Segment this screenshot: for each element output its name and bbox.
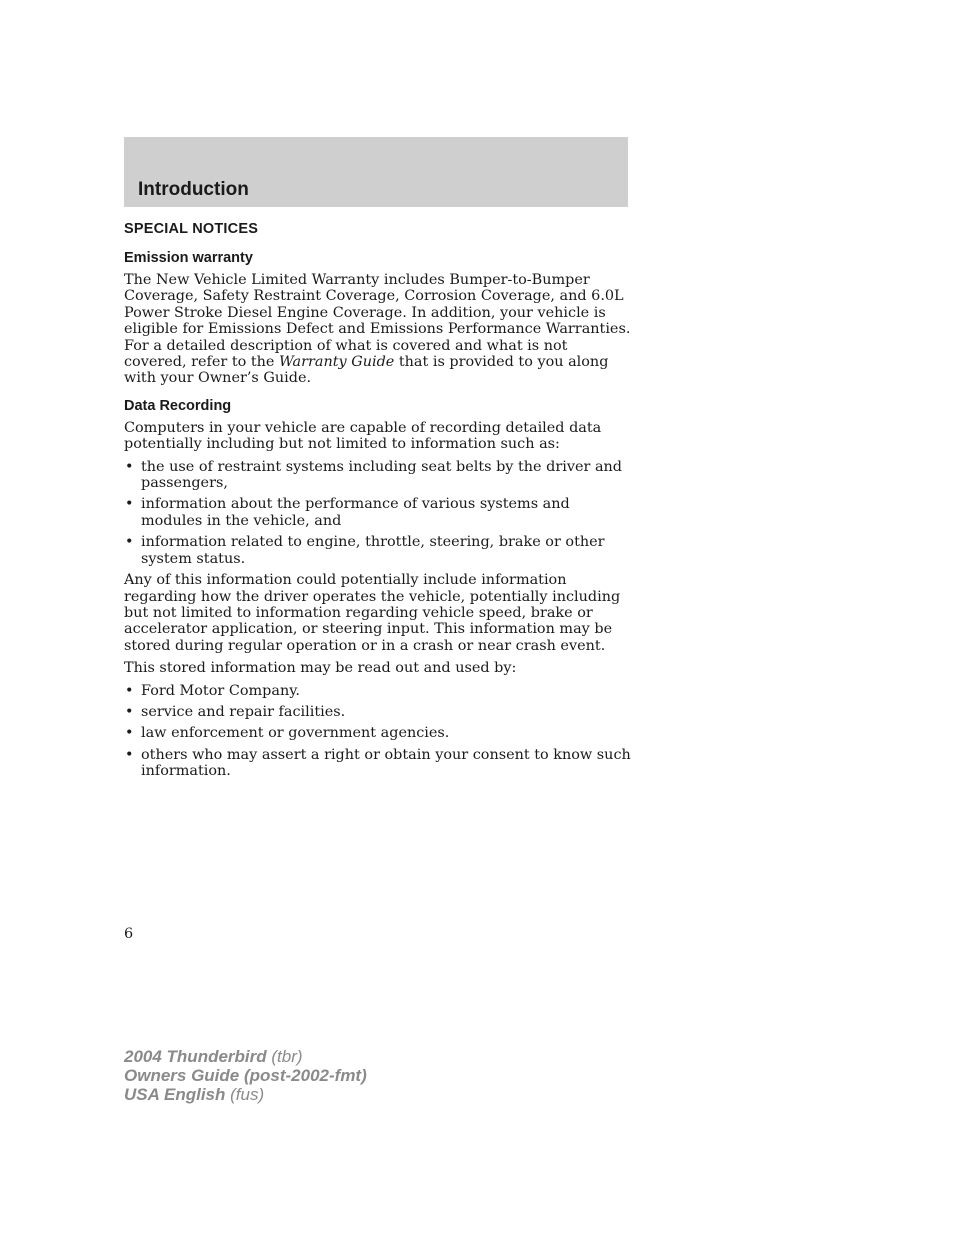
page-number: 6 [124, 926, 134, 942]
list-item: • others who may assert a right or obtain your consent to know such information. [124, 747, 634, 780]
list-item: • Ford Motor Company. [124, 683, 634, 699]
data-recording-paragraph: Any of this information could potentially include information regarding how the driver operates the vehicle, potentially including but not limited to information regarding vehicle speed, brake or accelerator application, or steering input. This information may be stored during regular operation or in a crash or near crash event. [124, 572, 621, 654]
chapter-title: Introduction [138, 179, 249, 200]
footer-model-code: (tbr) [266, 1047, 303, 1066]
list-item: • service and repair facilities. [124, 704, 634, 720]
list-item: • information about the performance of various systems and modules in the vehicle, and [124, 496, 634, 529]
footer-line-1 [124, 1047, 367, 1066]
emission-warranty-paragraph [124, 272, 634, 387]
list-item: • information related to engine, throttle, steering, brake or other system status. [124, 534, 634, 567]
footer-line-2 [124, 1066, 367, 1085]
section-title: SPECIAL NOTICES [124, 221, 259, 237]
warranty-guide-title: Warranty Guide [278, 354, 395, 371]
emission-warranty-heading: Emission warranty [124, 250, 253, 266]
stored-info-intro: This stored information may be read out and used by: [124, 660, 517, 677]
emission-text-after: that is provided to you along with your Owner’s Guide. [124, 354, 609, 387]
data-recording-heading: Data Recording [124, 397, 232, 414]
list-item: • law enforcement or government agencies. [124, 725, 634, 741]
list-item: • the use of restraint systems including seat belts by the driver and passengers, [124, 459, 634, 492]
footer-language: USA English [124, 1085, 226, 1104]
footer-line-3 [124, 1085, 367, 1104]
recorded-info-list [124, 459, 634, 567]
document-footer [124, 1047, 367, 1104]
info-users-list [124, 683, 634, 780]
page-content [124, 220, 634, 785]
data-recording-intro: Computers in your vehicle are capable of recording detailed data potentially including but not limited to information such as: [124, 419, 602, 453]
emission-text-before: The New Vehicle Limited Warranty includes Bumper-to-Bumper Coverage, Safety Restraint Coverage, Corrosion Coverage, and 6.0L Power Stroke Diesel Engine Coverage. In addition, your vehicle is eligible for Emissions Defect and Emissions Performance Warranties. For a detailed description of what is covered and what is not covered, refer to the [124, 272, 631, 371]
footer-model: 2004 Thunderbird [124, 1047, 267, 1066]
footer-language-code: (fus) [225, 1085, 265, 1104]
section-header-band [124, 137, 628, 207]
footer-guide: Owners Guide (post-2002-fmt) [124, 1066, 367, 1085]
